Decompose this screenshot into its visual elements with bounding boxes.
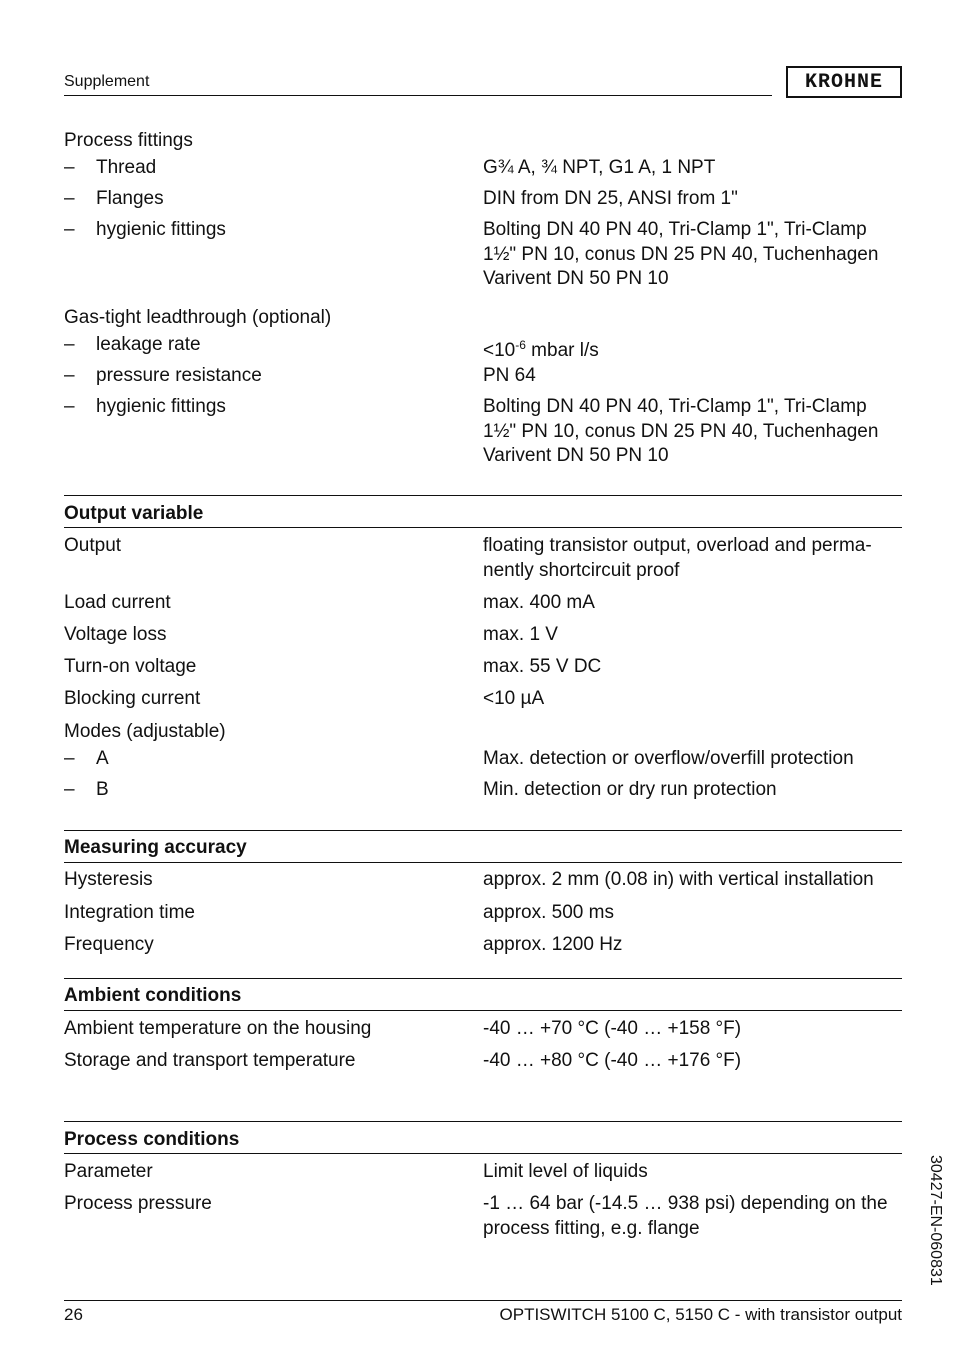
section-rule — [64, 527, 902, 528]
footer-product: OPTISWITCH 5100 C, 5150 C - with transistor output — [499, 1305, 902, 1324]
section-rule — [64, 830, 902, 831]
section-rule — [64, 1010, 902, 1011]
section-rule — [64, 862, 902, 863]
page-number: 26 — [64, 1305, 83, 1324]
header-rule — [64, 95, 772, 96]
section-rule — [64, 495, 902, 496]
section-rule — [64, 1121, 902, 1122]
section-title-process: Process conditions — [64, 1129, 240, 1150]
document-code: 30427-EN-060831 — [927, 1155, 944, 1286]
section-title-accuracy: Measuring accuracy — [64, 837, 247, 858]
leakage-value: $<10^{-6}$ mbar l/s — [483, 338, 599, 361]
section-rule — [64, 1153, 902, 1154]
header-section: Supplement — [64, 73, 150, 90]
section-title-output: Output variable — [64, 503, 204, 524]
footer-rule — [64, 1300, 902, 1301]
krohne-logo: KROHNE — [786, 66, 902, 98]
section-title-ambient: Ambient conditions — [64, 985, 242, 1006]
section-rule — [64, 978, 902, 979]
